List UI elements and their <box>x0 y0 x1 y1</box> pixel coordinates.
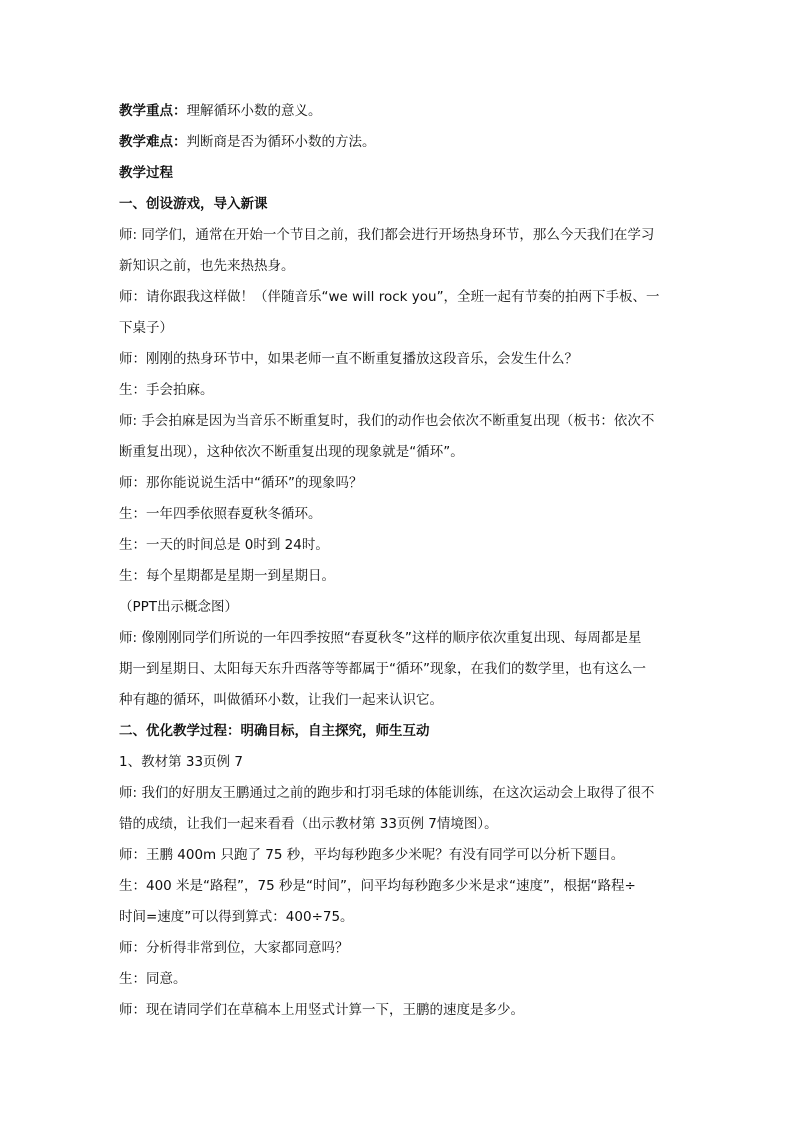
text-line: 生：每个星期都是星期一到星期日。 <box>119 568 335 584</box>
paragraph <box>119 282 679 344</box>
difficult-point-label: 教学难点： <box>119 134 187 150</box>
text-line: （PPT出示概念图） <box>119 599 239 615</box>
paragraph <box>119 933 679 964</box>
text-line: 断重复出现），这种依次不断重复出现的现象就是“循环”。 <box>119 444 464 460</box>
text-line: 师：刚刚的热身环节中，如果老师一直不断重复播放这段音乐，会发生什么？ <box>119 351 578 367</box>
text-line: 种有趣的循环，叫做循环小数，让我们一起来认识它。 <box>119 692 443 708</box>
key-point-label: 教学重点： <box>119 103 187 119</box>
text-line: 期一到星期日、太阳每天东升西落等等都属于“循环”现象，在我们的数学里，也有这么一 <box>119 661 646 677</box>
text-line: 新知识之前，也先来热热身。 <box>119 258 295 274</box>
text-line: 师：那你能说说生活中“循环”的现象吗？ <box>119 475 363 491</box>
text-line: 下桌子） <box>119 320 173 336</box>
paragraph <box>119 964 679 995</box>
text-line: 生：同意。 <box>119 971 187 987</box>
paragraph <box>119 468 679 499</box>
paragraph <box>119 871 679 933</box>
paragraph <box>119 778 679 840</box>
text-line: 师：分析得非常到位，大家都同意吗？ <box>119 940 349 956</box>
paragraph <box>119 840 679 871</box>
text-line: 师：现在请同学们在草稿本上用竖式计算一下，王鹏的速度是多少。 <box>119 1002 524 1018</box>
key-point <box>119 96 679 127</box>
paragraph <box>119 747 679 778</box>
process-heading: 教学过程 <box>119 165 173 181</box>
paragraph <box>119 220 679 282</box>
text-line: 师: 我们的好朋友王鹏通过之前的跑步和打羽毛球的体能训练，在这次运动会上取得了很不 <box>119 785 655 801</box>
text-line: 师：请你跟我这样做！（伴随音乐“we will rock you”，全班一起有节奏的拍两下手板、一 <box>119 289 660 305</box>
difficult-point-text: 判断商是否为循环小数的方法。 <box>186 134 376 150</box>
text-line: 师: 手会拍麻是因为当音乐不断重复时，我们的动作也会依次不断重复出现（板书：依次不 <box>119 413 655 429</box>
text-line: 师: 同学们，通常在开始一个节目之前，我们都会进行开场热身环节，那么今天我们在学习 <box>119 227 655 243</box>
text-line: 师：王鹏 400m 只跑了 75 秒，平均每秒跑多少米呢？有没有同学可以分析下题目。 <box>119 847 625 863</box>
text-line: 时间=速度”可以得到算式：400÷75。 <box>119 909 354 925</box>
text-line: 师: 像刚刚同学们所说的一年四季按照“春夏秋冬”这样的顺序依次重复出现、每周都是星 <box>119 630 642 646</box>
paragraph <box>119 561 679 592</box>
text-line: 生：400 米是“路程”，75 秒是“时间”，问平均每秒跑多少米是求“速度”，根据“路程÷ <box>119 878 636 894</box>
section2-heading: 二、优化教学过程：明确目标，自主探究，师生互动 <box>119 723 430 739</box>
paragraph <box>119 344 679 375</box>
difficult-point <box>119 127 679 158</box>
paragraph <box>119 406 679 468</box>
text-line: 生：手会拍麻。 <box>119 382 214 398</box>
paragraph <box>119 995 679 1026</box>
key-point-text: 理解循环小数的意义。 <box>186 103 322 119</box>
section1-heading: 一、创设游戏，导入新课 <box>119 196 268 212</box>
paragraph <box>119 592 679 623</box>
paragraph <box>119 623 679 716</box>
text-line: 生：一天的时间总是 0时到 24时。 <box>119 537 329 553</box>
paragraph <box>119 375 679 406</box>
text-line: 1、教材第 33页例 7 <box>119 754 243 770</box>
text-line: 错的成绩，让我们一起来看看（出示教材第 33页例 7情境图）。 <box>119 816 498 832</box>
paragraph <box>119 530 679 561</box>
paragraph <box>119 499 679 530</box>
text-line: 生：一年四季依照春夏秋冬循环。 <box>119 506 322 522</box>
